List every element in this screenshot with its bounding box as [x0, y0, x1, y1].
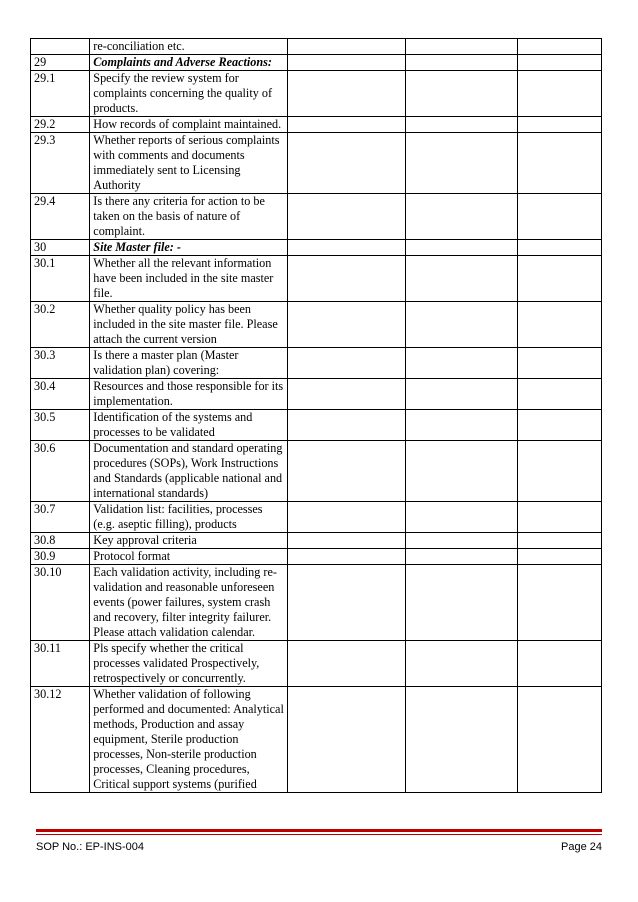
response-cell-1[interactable]: [288, 641, 406, 687]
response-cell-3[interactable]: [517, 117, 601, 133]
item-number: 29.1: [31, 71, 90, 117]
footer-rule-thick: [36, 829, 602, 832]
footer-page-number: Page 24: [561, 841, 602, 853]
response-cell-2[interactable]: [405, 687, 517, 793]
response-cell-2[interactable]: [405, 117, 517, 133]
item-number: 30.11: [31, 641, 90, 687]
response-cell-1[interactable]: [288, 348, 406, 379]
response-cell-3[interactable]: [517, 194, 601, 240]
response-cell-3[interactable]: [517, 348, 601, 379]
response-cell-3[interactable]: [517, 549, 601, 565]
response-cell-1[interactable]: [288, 441, 406, 502]
table-row: [31, 565, 602, 641]
item-number: [31, 39, 90, 55]
response-cell-3[interactable]: [517, 565, 601, 641]
item-text: Whether validation of following performed and documented: Analytical methods, Production and assay equipment, Sterile production processes, Non-sterile production processes, Cleaning procedures, Critical support systems (purified: [90, 687, 288, 793]
item-number: 30.6: [31, 441, 90, 502]
section-row: [31, 55, 602, 71]
response-cell-3[interactable]: [517, 379, 601, 410]
response-cell-2[interactable]: [405, 256, 517, 302]
response-cell-3[interactable]: [517, 441, 601, 502]
response-cell-3[interactable]: [517, 55, 601, 71]
table-row: [31, 256, 602, 302]
table-row: [31, 39, 602, 55]
table-row: [31, 533, 602, 549]
response-cell-1[interactable]: [288, 256, 406, 302]
response-cell-2[interactable]: [405, 348, 517, 379]
response-cell-1[interactable]: [288, 39, 406, 55]
response-cell-1[interactable]: [288, 194, 406, 240]
item-number: 30.5: [31, 410, 90, 441]
table-row: [31, 302, 602, 348]
response-cell-2[interactable]: [405, 133, 517, 194]
response-cell-2[interactable]: [405, 533, 517, 549]
response-cell-3[interactable]: [517, 240, 601, 256]
item-number: 29.2: [31, 117, 90, 133]
checklist-table-body: [31, 39, 602, 793]
response-cell-3[interactable]: [517, 533, 601, 549]
response-cell-2[interactable]: [405, 549, 517, 565]
response-cell-3[interactable]: [517, 641, 601, 687]
item-text: Whether quality policy has been included in the site master file. Please attach the current version: [90, 302, 288, 348]
response-cell-2[interactable]: [405, 410, 517, 441]
response-cell-3[interactable]: [517, 502, 601, 533]
response-cell-1[interactable]: [288, 379, 406, 410]
item-number: 29.4: [31, 194, 90, 240]
item-text: Identification of the systems and processes to be validated: [90, 410, 288, 441]
response-cell-2[interactable]: [405, 379, 517, 410]
item-number: 29: [31, 55, 90, 71]
item-number: 30.7: [31, 502, 90, 533]
table-row: [31, 687, 602, 793]
item-number: 30.8: [31, 533, 90, 549]
table-row: [31, 71, 602, 117]
item-text: How records of complaint maintained.: [90, 117, 288, 133]
page-content: [30, 38, 602, 793]
item-text: Protocol format: [90, 549, 288, 565]
table-row: [31, 410, 602, 441]
response-cell-1[interactable]: [288, 687, 406, 793]
response-cell-3[interactable]: [517, 256, 601, 302]
item-number: 30.2: [31, 302, 90, 348]
item-text: Each validation activity, including re-validation and reasonable unforeseen events (power failures, system crash and recovery, filter integrity failurer. Please attach validation calendar.: [90, 565, 288, 641]
response-cell-1[interactable]: [288, 133, 406, 194]
item-number: 30.3: [31, 348, 90, 379]
response-cell-2[interactable]: [405, 240, 517, 256]
response-cell-1[interactable]: [288, 502, 406, 533]
footer-rule-thin: [36, 834, 602, 835]
table-row: [31, 641, 602, 687]
item-text: Whether reports of serious complaints with comments and documents immediately sent to Licensing Authority: [90, 133, 288, 194]
item-number: 29.3: [31, 133, 90, 194]
item-text: Is there any criteria for action to be taken on the basis of nature of complaint.: [90, 194, 288, 240]
item-text: Whether all the relevant information have been included in the site master file.: [90, 256, 288, 302]
section-row: [31, 240, 602, 256]
response-cell-2[interactable]: [405, 502, 517, 533]
response-cell-1[interactable]: [288, 71, 406, 117]
section-heading: Complaints and Adverse Reactions:: [90, 55, 288, 71]
response-cell-2[interactable]: [405, 55, 517, 71]
response-cell-1[interactable]: [288, 55, 406, 71]
item-text: Specify the review system for complaints concerning the quality of products.: [90, 71, 288, 117]
response-cell-3[interactable]: [517, 133, 601, 194]
item-number: 30.12: [31, 687, 90, 793]
response-cell-3[interactable]: [517, 410, 601, 441]
table-row: [31, 549, 602, 565]
response-cell-1[interactable]: [288, 410, 406, 441]
response-cell-2[interactable]: [405, 194, 517, 240]
response-cell-2[interactable]: [405, 39, 517, 55]
response-cell-3[interactable]: [517, 39, 601, 55]
item-text: Documentation and standard operating procedures (SOPs), Work Instructions and Standards (applicable national and international standards): [90, 441, 288, 502]
item-number: 30.9: [31, 549, 90, 565]
table-row: [31, 133, 602, 194]
response-cell-3[interactable]: [517, 71, 601, 117]
response-cell-1[interactable]: [288, 533, 406, 549]
response-cell-1[interactable]: [288, 565, 406, 641]
response-cell-3[interactable]: [517, 302, 601, 348]
response-cell-2[interactable]: [405, 641, 517, 687]
item-text: Pls specify whether the critical processes validated Prospectively, retrospectively or concurrently.: [90, 641, 288, 687]
response-cell-1[interactable]: [288, 302, 406, 348]
response-cell-2[interactable]: [405, 71, 517, 117]
response-cell-1[interactable]: [288, 117, 406, 133]
table-row: [31, 502, 602, 533]
checklist-table: [30, 38, 602, 793]
section-heading: Site Master file: -: [90, 240, 288, 256]
footer-sop-number: SOP No.: EP-INS-004: [36, 841, 145, 853]
response-cell-2[interactable]: [405, 302, 517, 348]
response-cell-2[interactable]: [405, 441, 517, 502]
table-row: [31, 379, 602, 410]
response-cell-1[interactable]: [288, 549, 406, 565]
response-cell-1[interactable]: [288, 240, 406, 256]
item-number: 30.1: [31, 256, 90, 302]
item-text: Resources and those responsible for its implementation.: [90, 379, 288, 410]
table-row: [31, 441, 602, 502]
item-number: 30: [31, 240, 90, 256]
item-number: 30.4: [31, 379, 90, 410]
table-row: [31, 348, 602, 379]
item-text: re-conciliation etc.: [90, 39, 288, 55]
response-cell-2[interactable]: [405, 565, 517, 641]
item-text: Is there a master plan (Master validation plan) covering:: [90, 348, 288, 379]
item-number: 30.10: [31, 565, 90, 641]
table-row: [31, 117, 602, 133]
table-row: [31, 194, 602, 240]
response-cell-3[interactable]: [517, 687, 601, 793]
item-text: Validation list: facilities, processes (e.g. aseptic filling), products: [90, 502, 288, 533]
item-text: Key approval criteria: [90, 533, 288, 549]
